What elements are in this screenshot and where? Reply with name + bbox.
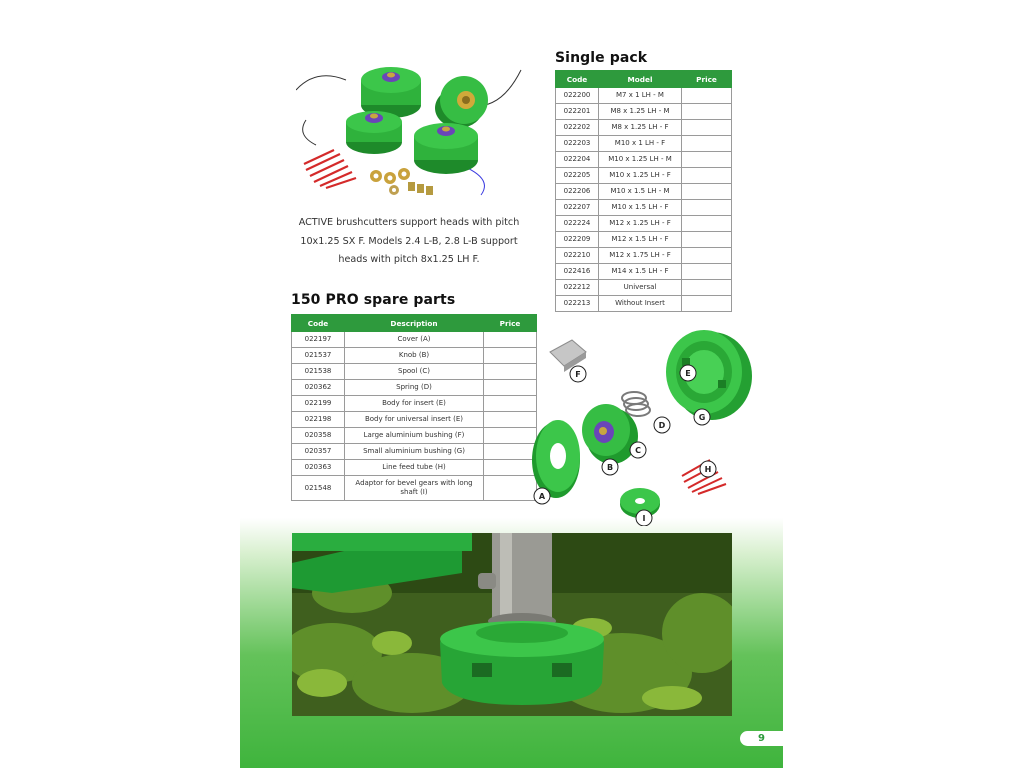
cell-price — [682, 296, 732, 312]
cell-code: 022205 — [556, 168, 599, 184]
cell-price — [682, 184, 732, 200]
cell-price — [484, 476, 537, 501]
table-row — [556, 296, 732, 312]
cell-model: M10 x 1 LH - F — [599, 136, 682, 152]
label-b — [602, 459, 618, 475]
cell-code: 022197 — [292, 332, 345, 348]
cell-description: Adaptor for bevel gears with long shaft (I) — [345, 476, 484, 501]
table-row — [556, 136, 732, 152]
cell-price — [682, 248, 732, 264]
table-row — [556, 216, 732, 232]
label-e-text: E — [685, 369, 691, 378]
cell-price — [484, 332, 537, 348]
cell-price — [682, 168, 732, 184]
label-c — [630, 442, 646, 458]
table-row — [292, 460, 537, 476]
cell-model: Universal — [599, 280, 682, 296]
cell-code: 022200 — [556, 88, 599, 104]
cell-model: M10 x 1.5 LH - F — [599, 200, 682, 216]
cell-description: Large aluminium bushing (F) — [345, 428, 484, 444]
cell-description: Spring (D) — [345, 380, 484, 396]
trimmer-head-front-right — [414, 123, 478, 174]
spare-parts-title: 150 PRO spare parts — [291, 292, 456, 308]
cell-price — [682, 200, 732, 216]
cell-model: M12 x 1.5 LH - F — [599, 232, 682, 248]
column-header-price: Price — [682, 71, 732, 88]
red-line-tubes — [304, 150, 356, 188]
cell-model: M8 x 1.25 LH - M — [599, 104, 682, 120]
trimmer-head-back-right — [435, 76, 488, 128]
spring-part-d — [622, 392, 650, 416]
cell-price — [484, 428, 537, 444]
table-row — [556, 152, 732, 168]
cell-price — [484, 444, 537, 460]
cell-code: 022204 — [556, 152, 599, 168]
body-part-e — [666, 330, 752, 420]
label-f-text: F — [575, 370, 581, 379]
cell-code: 022213 — [556, 296, 599, 312]
cell-code: 022224 — [556, 216, 599, 232]
cell-description: Small aluminium bushing (G) — [345, 444, 484, 460]
table-row — [556, 248, 732, 264]
cell-price — [484, 348, 537, 364]
label-i-text: I — [642, 514, 646, 523]
table-row — [556, 88, 732, 104]
column-header-description: Description — [345, 315, 484, 332]
table-row — [292, 380, 537, 396]
cell-code: 022207 — [556, 200, 599, 216]
table-row — [292, 364, 537, 380]
table-row — [292, 348, 537, 364]
column-header-code: Code — [292, 315, 345, 332]
cell-code: 022199 — [292, 396, 345, 412]
table-row — [556, 264, 732, 280]
exploded-view-diagram — [532, 328, 762, 526]
table-header-row — [292, 315, 537, 332]
cell-code: 022198 — [292, 412, 345, 428]
table-row — [556, 104, 732, 120]
table-row — [556, 280, 732, 296]
cell-code: 021548 — [292, 476, 345, 501]
cell-price — [682, 88, 732, 104]
cell-model: M12 x 1.25 LH - F — [599, 216, 682, 232]
trimmer-heads-photo — [296, 60, 522, 200]
label-i — [636, 510, 652, 526]
cell-description: Knob (B) — [345, 348, 484, 364]
page-number: 9 — [740, 731, 783, 746]
cell-code: 022203 — [556, 136, 599, 152]
cell-price — [682, 280, 732, 296]
cell-model: M10 x 1.5 LH - M — [599, 184, 682, 200]
label-h — [700, 461, 716, 477]
table-row — [556, 200, 732, 216]
cell-description: Spool (C) — [345, 364, 484, 380]
cell-description: Line feed tube (H) — [345, 460, 484, 476]
label-a — [534, 488, 550, 504]
cell-code: 022202 — [556, 120, 599, 136]
cell-model: M10 x 1.25 LH - M — [599, 152, 682, 168]
cell-model: Without Insert — [599, 296, 682, 312]
table-row — [556, 168, 732, 184]
table-row — [556, 184, 732, 200]
cell-code: 022206 — [556, 184, 599, 200]
cell-code: 022416 — [556, 264, 599, 280]
label-c-text: C — [635, 446, 641, 455]
cell-price — [682, 104, 732, 120]
table-row — [292, 476, 537, 501]
cell-price — [682, 136, 732, 152]
cell-price — [484, 460, 537, 476]
cell-description: Cover (A) — [345, 332, 484, 348]
cell-model: M8 x 1.25 LH - F — [599, 120, 682, 136]
cell-code: 020358 — [292, 428, 345, 444]
label-d-text: D — [658, 421, 666, 430]
label-e — [680, 365, 696, 381]
table-row — [292, 444, 537, 460]
spool-part-c — [582, 404, 638, 464]
cell-code: 020363 — [292, 460, 345, 476]
label-d — [654, 417, 670, 433]
table-row — [556, 232, 732, 248]
cell-price — [484, 396, 537, 412]
cell-price — [484, 380, 537, 396]
catalog-page — [240, 0, 783, 768]
cell-code: 020357 — [292, 444, 345, 460]
table-header-row — [556, 71, 732, 88]
cell-price — [682, 232, 732, 248]
label-g — [694, 409, 710, 425]
trimmer-head-back-left — [361, 67, 421, 118]
label-a-text: A — [538, 492, 546, 501]
cell-price — [682, 152, 732, 168]
label-h-text: H — [704, 465, 712, 474]
cell-description: Body for universal insert (E) — [345, 412, 484, 428]
label-b-text: B — [606, 463, 614, 472]
cell-code: 021537 — [292, 348, 345, 364]
label-f — [570, 366, 586, 382]
table-row — [292, 412, 537, 428]
aluminium-bushings — [370, 168, 433, 195]
cell-price — [682, 120, 732, 136]
cell-price — [484, 364, 537, 380]
field-photo — [292, 533, 732, 716]
cell-price — [484, 412, 537, 428]
table-row — [556, 120, 732, 136]
table-row — [292, 396, 537, 412]
cell-model: M14 x 1.5 LH - F — [599, 264, 682, 280]
trimmer-head-front-left — [346, 111, 402, 154]
cell-model: M7 x 1 LH - M — [599, 88, 682, 104]
cell-model: M12 x 1.75 LH - F — [599, 248, 682, 264]
spare-parts-table — [291, 314, 537, 501]
product-caption: ACTIVE brushcutters support heads with pitch 10x1.25 SX F. Models 2.4 L-B, 2.8 L-B support heads with pitch 8x1.25 LH F. — [298, 217, 520, 265]
single-pack-title: Single pack — [555, 50, 648, 66]
cell-code: 021538 — [292, 364, 345, 380]
cell-price — [682, 264, 732, 280]
table-row — [292, 332, 537, 348]
cell-code: 022212 — [556, 280, 599, 296]
single-pack-table — [555, 70, 732, 312]
cell-code: 022209 — [556, 232, 599, 248]
cell-code: 022210 — [556, 248, 599, 264]
cover-part-a — [532, 420, 580, 498]
column-header-code: Code — [556, 71, 599, 88]
column-header-price: Price — [484, 315, 537, 332]
cell-price — [682, 216, 732, 232]
cell-model: M10 x 1.25 LH - F — [599, 168, 682, 184]
table-row — [292, 428, 537, 444]
column-header-model: Model — [599, 71, 682, 88]
cell-code: 022201 — [556, 104, 599, 120]
label-g-text: G — [698, 413, 706, 422]
cell-description: Body for insert (E) — [345, 396, 484, 412]
cell-code: 020362 — [292, 380, 345, 396]
